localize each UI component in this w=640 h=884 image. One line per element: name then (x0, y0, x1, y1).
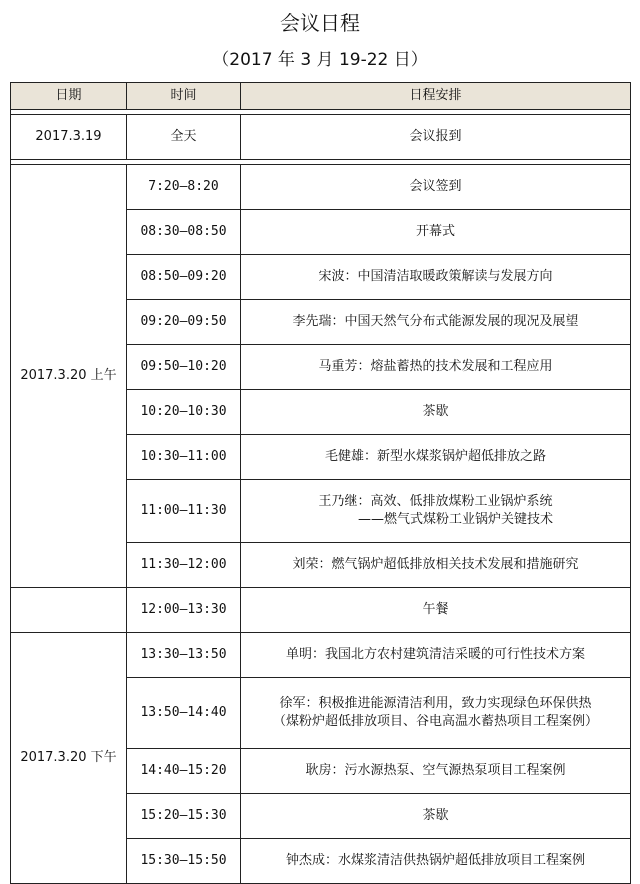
time-cell: 15:30—15:50 (127, 839, 241, 884)
agenda-line: 王乃继：高效、低排放煤粉工业锅炉系统 (318, 494, 553, 509)
agenda-cell: 会议报到 (241, 115, 631, 160)
page-title: 会议日程 (280, 11, 360, 35)
table-row (11, 165, 631, 210)
schedule-table (10, 82, 631, 884)
agenda-line: 李先瑞：中国天然气分布式能源发展的现况及展望 (292, 314, 579, 329)
header-row (11, 83, 631, 110)
agenda-cell (241, 633, 631, 678)
agenda-line: 钟杰成：水煤浆清洁供热锅炉超低排放项目工程案例 (285, 853, 585, 868)
agenda-line: ——燃气式煤粉工业锅炉关键技术 (357, 512, 553, 527)
agenda-cell (241, 255, 631, 300)
agenda-cell (241, 210, 631, 255)
agenda-cell (241, 345, 631, 390)
agenda-line: 开幕式 (415, 224, 455, 239)
agenda-line: 宋波：中国清洁取暖政策解读与发展方向 (318, 269, 553, 284)
agenda-line: 茶歇 (422, 404, 449, 419)
time-cell: 7:20—8:20 (127, 165, 241, 210)
agenda-cell (241, 390, 631, 435)
time-cell: 12:00—13:30 (127, 588, 241, 633)
time-cell: 全天 (127, 115, 241, 160)
time-cell: 15:20—15:30 (127, 794, 241, 839)
agenda-line: （煤粉炉超低排放项目、谷电高温水蓄热项目工程案例） (272, 714, 598, 729)
time-cell: 11:00—11:30 (127, 480, 241, 543)
time-cell: 14:40—15:20 (127, 749, 241, 794)
date-cell: 2017.3.19 (11, 115, 127, 160)
agenda-cell (241, 794, 631, 839)
date-cell (11, 588, 127, 633)
agenda-cell (241, 749, 631, 794)
agenda-line: 单明：我国北方农村建筑清洁采暖的可行性技术方案 (285, 647, 585, 662)
agenda-cell (241, 165, 631, 210)
table-row (11, 115, 631, 160)
agenda-line: 马重芳：熔盐蓄热的技术发展和工程应用 (318, 359, 553, 374)
table-row (11, 588, 631, 633)
time-cell: 10:20—10:30 (127, 390, 241, 435)
time-cell: 11:30—12:00 (127, 543, 241, 588)
time-cell: 13:50—14:40 (127, 678, 241, 749)
agenda-line: 茶歇 (422, 808, 449, 823)
agenda-cell (241, 839, 631, 884)
date-cell: 2017.3.20 下午 (11, 633, 127, 884)
agenda-cell (241, 543, 631, 588)
agenda-cell (241, 480, 631, 543)
agenda-line: 徐军：积极推进能源清洁利用，致力实现绿色环保供热 (279, 696, 592, 711)
agenda-cell (241, 678, 631, 749)
time-cell: 09:50—10:20 (127, 345, 241, 390)
header-date: 日期 (11, 83, 127, 110)
header-agenda: 日程安排 (241, 83, 631, 110)
time-cell: 10:30—11:00 (127, 435, 241, 480)
agenda-cell (241, 435, 631, 480)
agenda-line: 毛健雄：新型水煤浆锅炉超低排放之路 (324, 449, 546, 464)
date-cell: 2017.3.20 上午 (11, 165, 127, 588)
time-cell: 09:20—09:50 (127, 300, 241, 345)
agenda-line: 刘荣：燃气锅炉超低排放相关技术发展和措施研究 (292, 557, 579, 572)
agenda-cell (241, 300, 631, 345)
time-cell: 08:30—08:50 (127, 210, 241, 255)
page-subtitle: （2017 年 3 月 19-22 日） (212, 50, 428, 70)
agenda-line: 耿房：污水源热泵、空气源热泵项目工程案例 (305, 763, 566, 778)
table-row (11, 633, 631, 678)
time-cell: 13:30—13:50 (127, 633, 241, 678)
agenda-cell: 午餐 (241, 588, 631, 633)
time-cell: 08:50—09:20 (127, 255, 241, 300)
header-time: 时间 (127, 83, 241, 110)
agenda-line: 会议签到 (409, 179, 462, 194)
